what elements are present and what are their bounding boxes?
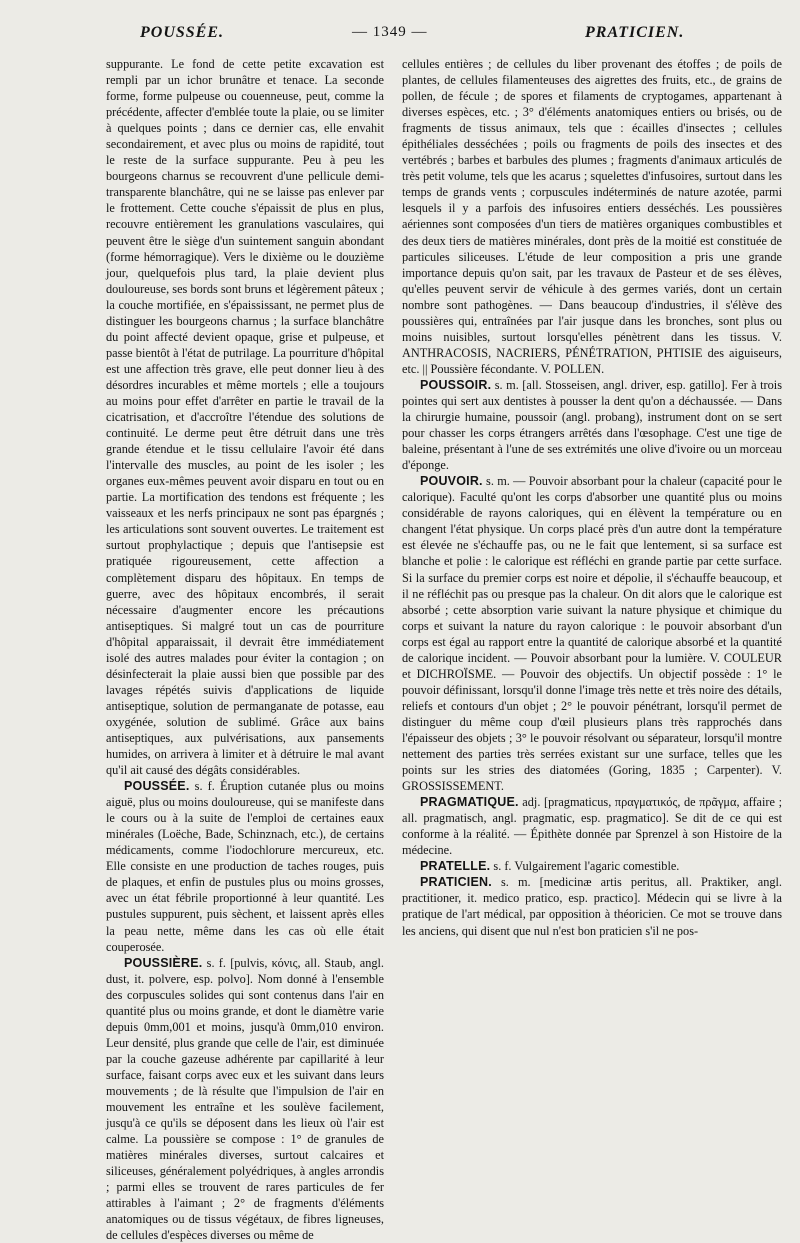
right-column (402, 56, 782, 1180)
entry-pouvoir (402, 473, 782, 794)
definition: s. m. [all. Stosseisen, angl. driver, esp. gatillo]. Fer à trois pointes qui sert aux dentistes à pousser la dent qu'on a déchaussée. — Dans la chirurgie humaine, poussoir (angl. probang), instrument dont on se sert pour chasser les corps étrangers arrêtés dans l'œsophage. C'est une tige de baleine, présentant à l'une de ses extrémités une olive d'ivoire ou un morceau d'éponge. (402, 377, 782, 473)
running-header (0, 24, 800, 46)
paragraph-poussiere-continued (402, 56, 782, 377)
paragraph-text: suppurante. Le fond de cette petite excavation est rempli par un ichor brunâtre et tenace. La seconde forme, forme pulpeuse ou couenneuse, peut, comme la précédente, affecter d'emblée toute la plaie, ou se limiter à quelques points ; dans ce dernier cas, elle envahit secondairement, et avec plus ou moins de rapidité, tout le reste de la surface suppurante. Peu à peu les bourgeons charnus se recouvrent d'une pellicule demi-transparente blanchâtre, qui ne se laisse pas enlever par le frottement. Cette couche s'épaissit de plus en plus, recouvre entièrement les granulations vasculaires, qui peuvent être le siège d'un suintement sanguin abondant (forme hémorragique). Vers le dixième ou le douzième jour, quelquefois plus tard, la plaie devient plus douloureuse, ses bords sont bruns et légèrement pâteux ; la couche mortifiée, en s'épaississant, ne permet plus de distinguer les bourgeons charnus ; la surface blanchâtre du point affecté devient opaque, grise et pulpeuse, et passe bientôt à l'état de putrilage. La pourriture d'hôpital est une affection très grave, elle peut donner lieu à des désordres incurables et même mortels ; elle a toujours au moins pour effet d'arrêter en partie le travail de la cicatrisation, et d'accroître l'étendue des solutions de continuité. Le derme peut être détruit dans une très grande étendue et le tissu cellulaire l'avoir été dans l'intervalle des muscles, au point de les isoler ; les organes eux-mêmes peuvent avoir disparu en tout ou en partie. La mortification des tendons est fréquente ; les vaisseaux et les nerfs principaux ne sont pas épargnés ; les articulations sont souvent ouvertes. Le traitement est surtout prophylactique ; depuis que l'antisepsie est pratiquée rigoureusement, cette affection a complètement disparu des hôpitaux. En temps de guerre, avec des hôpitaux encombrés, il serait nécessaire d'augmenter encore les précautions antiseptiques. Si malgré tout un cas de pourriture d'hôpital apparaissait, il devrait être immédiatement isolé des autres malades pour éviter la contagion ; on désinfecterait la plaie aussi bien que possible par des lavages répétés suivis d'applications de liquide antiseptique, solution de permanganate de potasse, eau oxygénée, solution de sublimé. Grâce aux bains antiseptiques, aux pulvérisations, aux pansements humides, on arrivera à limiter et à détruire le mal avant qu'il ait causé des dégâts considérables. (106, 57, 384, 778)
left-column (106, 56, 384, 1243)
page-number: — 1349 — (352, 24, 428, 40)
headword: POUSSIÈRE. (124, 955, 203, 970)
headword: PRATICIEN. (420, 875, 492, 890)
headword: POUVOIR. (420, 474, 483, 489)
entry-poussiere (106, 955, 384, 1243)
entry-pragmatique (402, 794, 782, 858)
headword: POUSSÉE. (124, 779, 190, 794)
entry-poussee (106, 778, 384, 955)
definition: s. f. [pulvis, κόνις, all. Staub, angl. dust, it. polvere, esp. polvo]. Nom donné à l'ensemble des corpuscules solides qui sont contenus dans l'air en quantité plus ou moins grande, et dont le diamètre varie depuis 0mm,001 et moins, jusqu'à 0mm,010 environ. Leur densité, plus grande que celle de l'air, est diminuée par la couche gazeuse adhérente par capillarité à leur surface, faisant corps avec eux et les suivant dans leurs mouvements ; de là résulte que l'impulsion de l'air en mouvement les entraîne et les soulève facilement, jusqu'à ce qu'ils se déposent dans les lieux où l'air est calme. La poussière se compose : 1° de granules de matières minérales diverses, surtout calcaires et siliceuses, généralement polyédriques, à angles arrondis ; parmi elles se trouvent de rares particules de fer attirables à l'aimant ; 2° de fragments d'éléments anatomiques ou de tissus végétaux, de fibres ligneuses, de cellules d'espèces diverses ou même de (106, 955, 384, 1243)
headword: POUSSOIR. (420, 377, 492, 392)
entry-pratelle (402, 858, 782, 874)
definition: s. m. [medicinæ artis peritus, all. Praktiker, angl. practitioner, it. medico pratico, esp. practico]. Médecin qui se livre à la pratique de l'art médical, par opposition à théoricien. Ce mot se trouve dans les anciens, qui disent que nul n'est bon praticien s'il ne pos- (402, 875, 782, 938)
header-left-word: POUSSÉE. (140, 24, 225, 41)
definition: s. m. — Pouvoir absorbant pour la chaleur (capacité pour le calorique). Faculté qu'ont les corps d'absorber une quantité plus ou moins considérable de rayons caloriques, qui en élèvent la température ou en changent l'état physique. Un corps placé près d'un autre dont la température est élevée ne s'échauffe pas, ou ne le fait que lentement, si sa surface est blanche et polie : le calorique est réfléchi en grande partie par cette surface. Si la surface du premier corps est noire et dépolie, il s'échauffe beaucoup, et il ne réfléchit pas ou presque pas la chaleur. On dit alors que le calorique est absorbé ; cette absorption varie suivant la nature physique et chimique du corps et suivant la nature du rayon calorique : le pouvoir absorbant d'un corps est égal au rapport entre la quantité de calorique absorbé et la quantité de calorique incident. — Pouvoir absorbant pour la lumière. V. COULEUR et DICHROÏSME. — Pouvoir des objectifs. Un objectif possède : 1° le pouvoir définissant, lorsqu'il donne l'image très nette et très noire des détails, reliefs et contours d'un objet ; 2° le pouvoir pénétrant, lorsqu'il permet de distinguer du même coup d'œil plusieurs plans très rapprochés dans l'épaisseur des objets ; 3° le pouvoir résolvant ou séparateur, lorsqu'il montre nettement des parties très serrées existant sur une surface, telles que les points sur les stries des diatomées (Goring, 1835 ; Carpenter). V. GROSSISSEMENT. (402, 474, 782, 794)
definition: adj. [pragmaticus, πραγματικός, de πρᾶγμα, affaire ; all. pragmatisch, angl. pragmatic, esp. pragmatico]. Se dit de ce qui est conforme à la réalité. — Épithète donnée par Sprenzel à son Histoire de la médecine. (402, 795, 782, 858)
paragraph-pourriture-continued (106, 56, 384, 778)
definition: s. f. Vulgairement l'agaric comestible. (490, 859, 680, 874)
headword: PRATELLE. (420, 859, 491, 874)
headword: PRAGMATIQUE. (420, 795, 519, 810)
entry-poussoir (402, 377, 782, 473)
paragraph-text: cellules entières ; de cellules du liber provenant des étoffes ; de poils de plantes, de cellules filamenteuses des aigrettes des fruits, etc., de grains de pollen, de fécule ; de spores et filaments de cryptogames, appartenant à diverses espèces, etc. ; 3° d'éléments anatomiques entiers ou brisés, ou de fragments de tissus animaux, tels que : écailles d'insectes ; cellules épithéliales desséchées ; poils ou fragments de poils des insectes et des vertébrés ; barbes et barbules des plumes ; fragments d'animaux articulés de très petit volume, tels que les acarus ; squelettes d'infusoires, surtout dans les temps de grands vents ; corpuscules indéterminés de nature azotée, parmi lesquels il y a parfois des infusoires entiers desséchés. Les poussières aériennes sont composées d'un tiers de matières organiques combustibles et des deux tiers de matières minérales, dont près de la moitié est constituée de particules siliceuses. L'étude de leur composition a pris une grande importance depuis qu'on sait, par les travaux de Pasteur et de ses élèves, qu'elles peuvent servir de véhicule à des germes variés, dont un certain nombre sont pathogènes. — Dans beaucoup d'industries, il s'élève des poussières qui, entraînées par l'air jusque dans les bronches, sont plus ou moins nuisibles, surtout lorsqu'elles pénètrent dans les tissus. V. ANTHRACOSIS, NACRIERS, PÉNÉTRATION, PHTISIE des aiguiseurs, etc. || Poussière fécondante. V. POLLEN. (402, 57, 782, 376)
header-right-word: PRATICIEN. (585, 24, 685, 41)
definition: s. f. Éruption cutanée plus ou moins aiguë, plus ou moins douloureuse, qui se manifeste dans le cours ou à la suite de l'emploi de certaines eaux minérales (Loëche, Bade, Schinznach, etc.), de certains médicaments, comme l'iodochlorure mercureux, etc. Elle consiste en une production de taches rouges, puis de plaques, et enfin de pustules plus ou moins grosses, avec un état fébrile proportionné à leur quantité. Les pustules suppurent, puis sèchent, et laissent après elles la peau nette, même dans les cas où elle était couperosée. (106, 779, 384, 954)
entry-praticien (402, 874, 782, 938)
